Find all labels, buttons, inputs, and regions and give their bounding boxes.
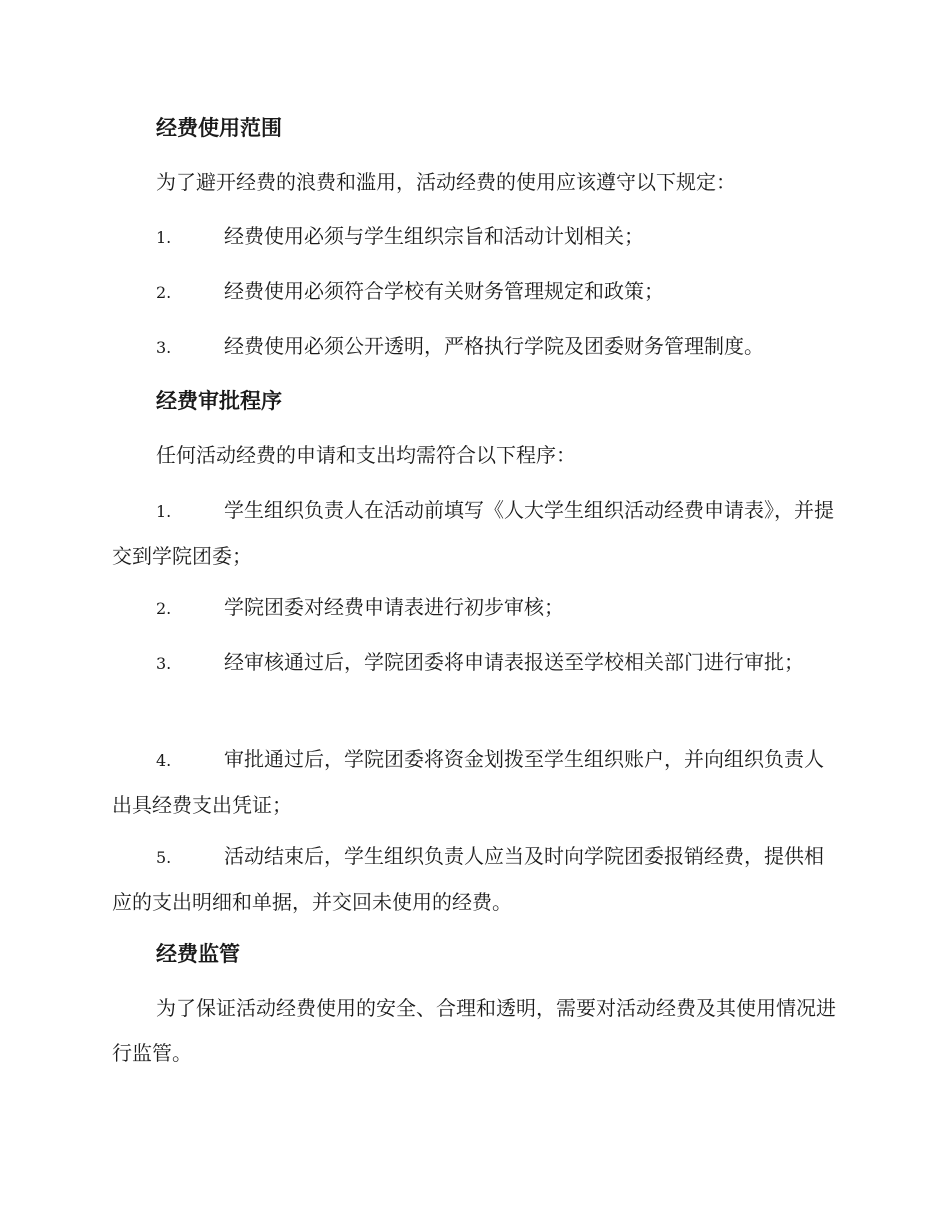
list-item-text: 活动结束后，学生组织负责人应当及时向学院团委报销经费，提供相应的支出明细和单据，并交回未使用的经费。 bbox=[112, 844, 824, 914]
list-item-text: 学生组织负责人在活动前填写《人大学生组织活动经费申请表》，并提交到学院团委； bbox=[112, 498, 834, 568]
list-item bbox=[112, 324, 837, 370]
list-item-number: 1. bbox=[156, 228, 172, 247]
list-item bbox=[112, 737, 837, 828]
list-item-number: 3. bbox=[156, 654, 172, 673]
section-intro-usage-scope: 为了避开经费的浪费和滥用，活动经费的使用应该遵守以下规定： bbox=[156, 170, 736, 194]
section-intro-approval-procedure: 任何活动经费的申请和支出均需符合以下程序： bbox=[156, 443, 576, 467]
list-item-number: 5. bbox=[156, 848, 172, 867]
section-heading-supervision: 经费监管 bbox=[156, 941, 240, 966]
list-item-text: 经费使用必须符合学校有关财务管理规定和政策； bbox=[224, 279, 664, 303]
list-item-number: 2. bbox=[156, 283, 172, 302]
list-item-number: 4. bbox=[156, 751, 172, 770]
list-item-text: 经审核通过后，学院团委将申请表报送至学校相关部门进行审批； bbox=[224, 650, 804, 674]
list-item bbox=[112, 214, 837, 260]
list-item-text: 学院团委对经费申请表进行初步审核； bbox=[224, 595, 564, 619]
list-item bbox=[112, 585, 837, 631]
list-item bbox=[112, 488, 837, 579]
section-intro-supervision: 为了保证活动经费使用的安全、合理和透明，需要对活动经费及其使用情况进行监管。 bbox=[112, 996, 836, 1065]
list-item-text: 经费使用必须与学生组织宗旨和活动计划相关； bbox=[224, 224, 644, 248]
list-item-number: 3. bbox=[156, 338, 172, 357]
list-item bbox=[112, 834, 837, 925]
list-item-number: 2. bbox=[156, 599, 172, 618]
section-heading-usage-scope: 经费使用范围 bbox=[156, 115, 282, 140]
list-item-number: 1. bbox=[156, 502, 172, 521]
section-heading-approval-procedure: 经费审批程序 bbox=[156, 388, 282, 413]
list-item-text: 审批通过后，学院团委将资金划拨至学生组织账户，并向组织负责人出具经费支出凭证； bbox=[112, 747, 824, 817]
list-item bbox=[112, 640, 837, 686]
list-item-text: 经费使用必须公开透明，严格执行学院及团委财务管理制度。 bbox=[224, 334, 764, 358]
list-item bbox=[112, 269, 837, 315]
